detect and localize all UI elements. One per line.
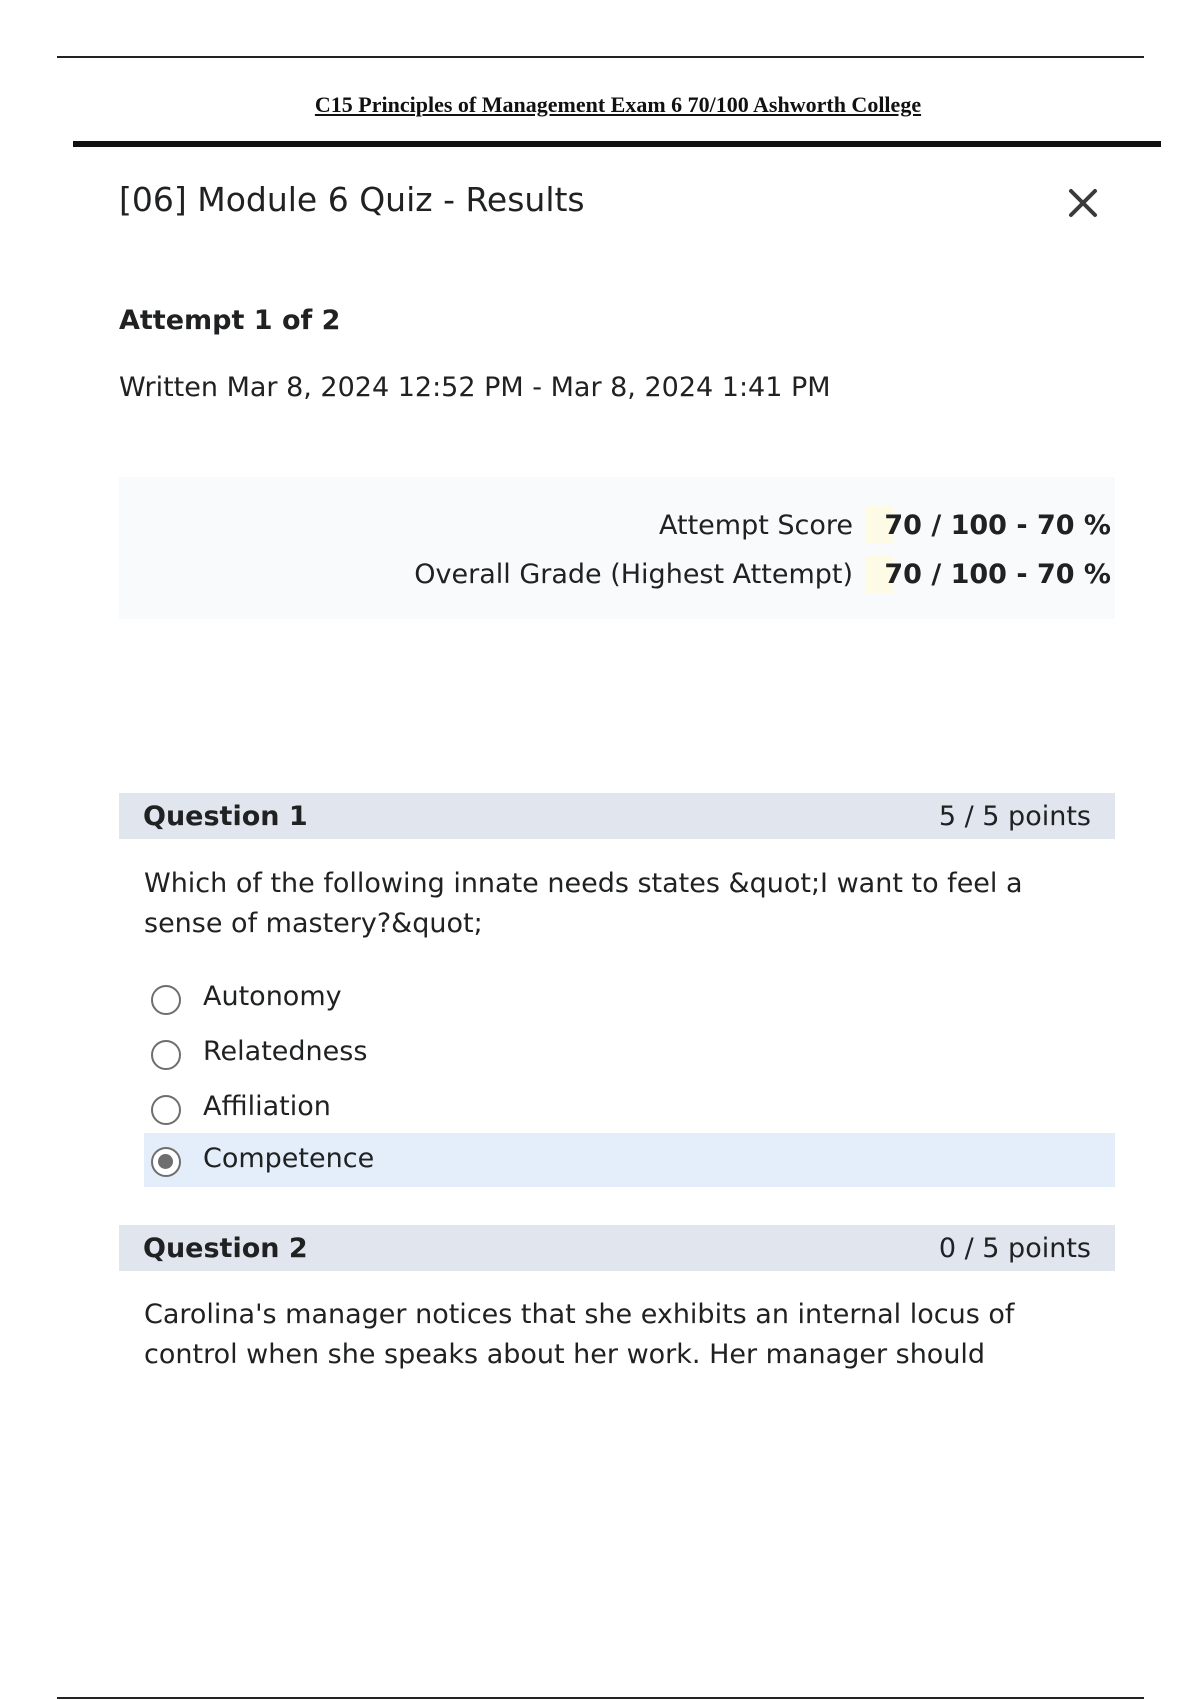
answer-option[interactable] bbox=[144, 1081, 1115, 1135]
question-text: Which of the following innate needs states &quot;I want to feel a sense of mastery?&quot; bbox=[144, 868, 1023, 939]
score-label: Overall Grade (Highest Attempt) bbox=[414, 559, 853, 590]
header-divider bbox=[73, 141, 1161, 147]
radio-button-selected[interactable] bbox=[151, 1147, 181, 1177]
score-summary bbox=[119, 477, 1115, 619]
bottom-rule bbox=[57, 1697, 1144, 1699]
answer-option-selected[interactable] bbox=[144, 1133, 1115, 1187]
quiz-title: [06] Module 6 Quiz - Results bbox=[119, 180, 585, 219]
radio-button[interactable] bbox=[151, 1040, 181, 1070]
radio-button[interactable] bbox=[151, 1095, 181, 1125]
score-value: 70 / 100 - 70 % bbox=[884, 510, 1111, 541]
option-label: Autonomy bbox=[203, 981, 342, 1012]
radio-dot bbox=[158, 1154, 173, 1169]
option-label: Competence bbox=[203, 1143, 375, 1174]
attempt-score-row bbox=[119, 506, 1115, 546]
question-header bbox=[119, 793, 1115, 839]
written-timestamp: Written Mar 8, 2024 12:52 PM - Mar 8, 2024 1:41 PM bbox=[119, 372, 831, 403]
answer-option[interactable] bbox=[144, 1026, 1115, 1080]
question-points: 5 / 5 points bbox=[938, 801, 1091, 832]
close-button[interactable] bbox=[1063, 183, 1103, 223]
question-text: Carolina's manager notices that she exhibits an internal locus of control when she speaks about her work. Her manager should bbox=[144, 1299, 1015, 1370]
option-label: Affiliation bbox=[203, 1091, 331, 1122]
question-header bbox=[119, 1225, 1115, 1271]
score-value: 70 / 100 - 70 % bbox=[884, 559, 1111, 590]
question-title: Question 1 bbox=[143, 801, 308, 832]
score-label: Attempt Score bbox=[658, 510, 853, 541]
document-header: C15 Principles of Management Exam 6 70/100 Ashworth College bbox=[314, 92, 922, 117]
top-rule bbox=[57, 56, 1144, 58]
option-label: Relatedness bbox=[203, 1036, 368, 1067]
question-title: Question 2 bbox=[143, 1233, 308, 1264]
overall-grade-row bbox=[119, 555, 1115, 595]
radio-button[interactable] bbox=[151, 985, 181, 1015]
attempt-label: Attempt 1 of 2 bbox=[119, 305, 341, 336]
close-icon bbox=[1063, 183, 1103, 223]
answer-option[interactable] bbox=[144, 971, 1115, 1025]
question-points: 0 / 5 points bbox=[938, 1233, 1091, 1264]
